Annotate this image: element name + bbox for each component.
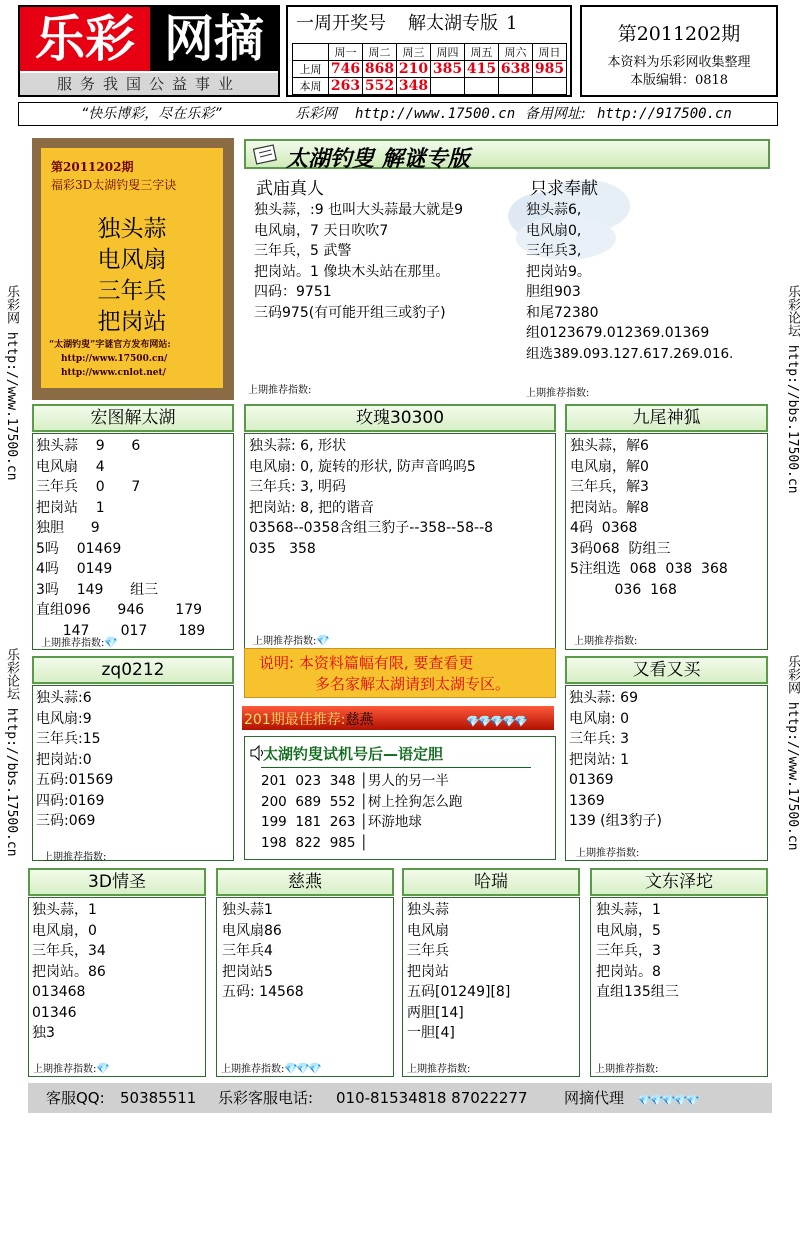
shiji-divider	[261, 767, 531, 768]
box-line: 013468	[32, 984, 86, 1000]
taihu-right-name: 只求奉献	[530, 179, 598, 199]
taihu-line: 胆组903	[526, 284, 581, 300]
shiji-row: 199 181 263 │环游地球	[261, 814, 422, 830]
box-title-jiuwei: 九尾神狐	[565, 404, 768, 432]
diamond-icon: 💎	[104, 636, 119, 649]
side-text-left-bottom: 乐彩论坛 http://bbs.17500.cn	[4, 648, 19, 857]
motto-backup-label: 备用网址:	[525, 106, 586, 122]
shiji-box	[244, 736, 556, 860]
rec-index	[41, 634, 119, 649]
rec-label: 上期推荐指数:	[576, 848, 640, 859]
taihu-line: 三码975(有可能开组三或豹子)	[254, 304, 446, 321]
shiji-row: 201 023 348 │男人的另一半	[261, 773, 449, 789]
note-box	[244, 648, 556, 698]
box-line: 把岗站 1	[36, 499, 105, 516]
shiji-nums: 198 822 985	[261, 834, 356, 851]
box-hongtu	[32, 433, 234, 650]
logo-right: 网摘	[150, 7, 278, 71]
note-line-1: 说明: 本资料篇幅有限, 要查看更	[259, 654, 474, 672]
box-wendong	[590, 897, 768, 1077]
rec-label: 上期推荐指数:	[253, 636, 317, 647]
box-line: 独3	[32, 1025, 55, 1041]
scroll-icon	[252, 143, 280, 167]
box-title-youkan: 又看又买	[565, 656, 768, 684]
draw-subtitle: 解太湖专版	[408, 13, 498, 34]
shiji-rows	[261, 771, 462, 853]
draw-number: 385	[431, 61, 465, 78]
box-title-harui: 哈瑞	[402, 868, 580, 896]
draw-number: 263	[329, 78, 363, 95]
shiji-nums: 200 689 552	[261, 793, 356, 810]
note-line-2: 多名家解太湖请到太湖专区。	[315, 675, 511, 693]
rec-label: 上期推荐指数:	[33, 1064, 97, 1075]
best-name: 慈燕	[345, 712, 374, 728]
footer-phone-label: 乐彩客服电话:	[218, 1089, 314, 1107]
weekday-row	[293, 44, 567, 61]
box-line: 三年兵，解3	[570, 479, 649, 495]
motto-site-name: 乐彩网	[295, 106, 337, 122]
box-line: 把岗站:0	[36, 751, 92, 768]
taihu-line: 独头蒜6,	[526, 202, 582, 218]
box-line: 电风扇 4	[36, 458, 105, 475]
box-line: 电风扇，0	[32, 922, 97, 939]
featured-note	[49, 338, 171, 380]
taihu-line: 独头蒜，:9 也叫大头蒜最大就是9	[254, 202, 463, 218]
featured-url-1[interactable]: http://www.17500.cn/	[61, 354, 168, 364]
taihu-right-rec: 上期推荐指数:	[526, 388, 590, 399]
box-line: 5吗 01469	[36, 540, 122, 557]
box-line: 独头蒜	[407, 902, 449, 918]
rec-label: 上期推荐指数:	[407, 1064, 471, 1075]
shiji-title: 太湖钓叟试机号后—语定胆	[263, 745, 444, 763]
taihu-line: 和尾72380	[526, 304, 599, 321]
box-line: 独头蒜: 6, 形状	[249, 438, 346, 454]
box-line: 三年兵	[407, 943, 449, 959]
taihu-line: 组选389.093.127.617.269.016.	[526, 345, 734, 362]
box-meigui	[244, 433, 556, 650]
issue-number: 第2011202期	[617, 23, 741, 45]
box-line: 139 (组3豹子)	[569, 813, 663, 829]
rec-label: 上期推荐指数:	[43, 852, 107, 863]
box-line: 三年兵:15	[36, 731, 101, 747]
motto-backup-url[interactable]: http://917500.cn	[597, 106, 732, 122]
rec-index	[253, 632, 331, 647]
side-text-right-bottom: 乐彩网 http://www.17500.cn	[785, 655, 800, 851]
box-line: 三年兵，3	[596, 943, 661, 959]
taihu-line: 三年兵，5 武警	[254, 243, 352, 259]
featured-inner	[41, 148, 223, 388]
taihu-line: 电风扇，7 天日吹吹7	[254, 222, 389, 239]
taihu-line: 电风扇0,	[526, 222, 582, 239]
box-line: 独头蒜: 69	[569, 690, 638, 706]
shiji-nums: 199 181 263	[261, 814, 356, 830]
box-line: 独胆 9	[36, 520, 100, 536]
shiji-text: 树上拴狗怎么跑	[367, 793, 463, 810]
box-line: 147 017 189	[36, 622, 206, 639]
diamond-icon: 💎	[96, 1062, 111, 1075]
box-line: 01346	[32, 1004, 77, 1021]
weekday: 周六	[499, 44, 533, 61]
draw-number: 746	[329, 61, 363, 78]
box-line: 3码068 防组三	[570, 540, 671, 557]
taihu-line: 把岗站9。	[526, 263, 591, 280]
weekday: 周五	[465, 44, 499, 61]
weekday: 周二	[363, 44, 397, 61]
draw-number	[533, 78, 567, 95]
draw-number: 210	[397, 61, 431, 78]
featured-word: 三年兵	[97, 278, 167, 304]
featured-issue: 第2011202期	[51, 160, 134, 174]
box-line: 把岗站。86	[32, 963, 106, 980]
taihu-left-lines	[254, 200, 463, 323]
box-title-qingsheng: 3D情圣	[28, 868, 206, 896]
box-zq	[32, 685, 234, 861]
box-line: 三年兵: 3	[569, 731, 630, 747]
weekday: 周四	[431, 44, 465, 61]
box-line: 电风扇，解0	[570, 458, 649, 475]
diamond-icon: 💎	[686, 1094, 700, 1107]
box-line: 电风扇:9	[36, 710, 92, 727]
draw-number: 638	[499, 61, 533, 78]
box-line: 3吗 149 组三	[36, 581, 159, 598]
box-line: 独头蒜，1	[596, 902, 661, 918]
motto-site-url[interactable]: http://www.17500.cn	[355, 106, 516, 122]
weekday: 周三	[397, 44, 431, 61]
footer-bar	[28, 1083, 772, 1113]
logo-box	[18, 5, 280, 97]
box-line: 03568--0358含组三豹子--358--58--8	[249, 520, 494, 536]
draw-table	[292, 43, 567, 95]
box-title-wendong: 文东泽坨	[590, 868, 768, 896]
box-line: 直组096 946 179	[36, 602, 203, 618]
box-line: 三年兵 0 7	[36, 479, 141, 495]
box-line: 1369	[569, 792, 605, 809]
draw-number: 415	[465, 61, 499, 78]
box-line: 把岗站5	[222, 963, 273, 980]
rec-index	[33, 1060, 111, 1075]
taihu-line: 三年兵3,	[526, 243, 582, 259]
draw-number: 985	[533, 61, 567, 78]
featured-word: 独头蒜	[97, 216, 167, 242]
box-line: 独头蒜，解6	[570, 438, 649, 454]
box-line: 一胆[4]	[407, 1025, 455, 1041]
taihu-left-name: 武庙真人	[256, 179, 324, 199]
box-line: 三年兵4	[222, 943, 273, 959]
box-line: 电风扇，5	[596, 922, 661, 939]
shiji-text: 环游地球	[367, 814, 422, 830]
diamond-icon: 💎	[662, 1094, 676, 1107]
box-line: 四码:0169	[36, 792, 105, 809]
box-line: 036 168	[570, 581, 677, 598]
rec-label: 上期推荐指数:	[41, 638, 105, 649]
box-line: 五码: 14568	[222, 984, 304, 1000]
box-line: 把岗站: 8, 把的谐音	[249, 499, 374, 516]
taihu-left-rec: 上期推荐指数:	[248, 385, 312, 396]
box-line: 电风扇	[407, 922, 449, 939]
diamond-icon: 💎	[284, 1062, 299, 1075]
diamond-icon: 💎	[502, 715, 516, 728]
slogan: 服务我国公益事业	[20, 73, 278, 95]
diamond-icon: 💎	[650, 1094, 664, 1107]
box-line: 独头蒜，1	[32, 902, 97, 918]
taihu-right-lines	[526, 200, 733, 364]
draw-results-box	[286, 5, 572, 97]
featured-subtitle: 福彩3D太湖钓叟三字诀	[51, 178, 177, 192]
box-line: 两胆[14]	[407, 1004, 464, 1021]
box-title-zq: zq0212	[32, 656, 234, 684]
rec-label: 上期推荐指数:	[595, 1064, 659, 1075]
box-line: 独头蒜:6	[36, 690, 92, 706]
footer-qq: 50385511	[120, 1089, 197, 1107]
box-line: 把岗站	[407, 963, 449, 980]
footer-rating	[638, 1084, 698, 1114]
weekday: 周一	[329, 44, 363, 61]
diamond-icon: 💎	[466, 715, 480, 728]
box-line: 独头蒜 9 6	[36, 438, 141, 454]
best-recommend-bar	[242, 706, 554, 730]
box-jiuwei	[565, 433, 768, 650]
box-line: 三年兵，34	[32, 943, 106, 959]
box-youkan	[565, 685, 768, 861]
featured-panel	[32, 138, 234, 400]
draw-number	[499, 78, 533, 95]
box-title-ciyan: 慈燕	[216, 868, 394, 896]
taihu-line: 四码：9751	[254, 284, 332, 300]
box-line: 035 358	[249, 540, 316, 557]
box-line: 把岗站: 1	[569, 751, 630, 768]
taihu-header	[244, 139, 770, 172]
best-rating	[466, 710, 526, 729]
box-line: 5注组选 068 038 368	[570, 561, 728, 577]
box-line: 把岗站。8	[596, 963, 661, 980]
diamond-icon: 💎	[308, 1062, 323, 1075]
box-line: 01369	[569, 772, 614, 788]
featured-note-title: “太湖钓叟”字谜官方发布网站:	[49, 340, 171, 350]
box-line: 电风扇: 0	[569, 710, 630, 727]
box-line: 4码 0368	[570, 520, 638, 536]
best-label: 201期最佳推荐:	[244, 712, 346, 728]
box-line: 4吗 0149	[36, 561, 113, 577]
box-line: 五码[01249][8]	[407, 984, 511, 1000]
box-line: 直组135组三	[596, 984, 679, 1000]
box-line: 独头蒜1	[222, 902, 273, 918]
box-line: 把岗站。解8	[570, 499, 649, 516]
shiji-text: 男人的另一半	[367, 773, 449, 789]
box-line: 三码:069	[36, 813, 96, 829]
footer-qq-label: 客服QQ:	[46, 1089, 105, 1107]
issue-box	[580, 5, 778, 97]
rec-index	[221, 1060, 323, 1075]
box-line: 三年兵: 3, 明码	[249, 479, 346, 495]
diamond-icon: 💎	[638, 1094, 652, 1107]
box-ciyan	[216, 897, 394, 1077]
box-line: 五码:01569	[36, 772, 114, 788]
featured-url-2[interactable]: http://www.cnlot.net/	[61, 368, 166, 378]
box-line: 电风扇: 0, 旋转的形状, 防声音呜呜5	[249, 458, 476, 475]
motto-bar	[18, 102, 778, 126]
this-week-row	[293, 78, 567, 95]
box-title-hongtu: 宏图解太湖	[32, 404, 234, 432]
box-qingsheng	[28, 897, 206, 1077]
draw-title: 一周开奖号	[296, 13, 386, 34]
shiji-row: 198 822 985 │	[261, 834, 368, 851]
featured-word: 把岗站	[97, 309, 167, 335]
diamond-icon: 💎	[490, 715, 504, 728]
taihu-line: 组0123679.012369.01369	[526, 325, 710, 341]
box-line: 电风扇86	[222, 922, 282, 939]
shiji-row: 200 689 552 │树上拴狗怎么跑	[261, 793, 463, 810]
diamond-icon: 💎	[478, 715, 492, 728]
last-week-label: 上周	[293, 61, 329, 78]
draw-number	[465, 78, 499, 95]
draw-page: 1	[506, 13, 518, 34]
footer-agent: 网摘代理	[564, 1089, 625, 1107]
weekday: 周日	[533, 44, 567, 61]
motto-quote: “快乐博彩，尽在乐彩”	[81, 106, 222, 122]
draw-number: 348	[397, 78, 431, 95]
best-recommend	[244, 709, 373, 729]
shiji-nums: 201 023 348	[261, 773, 356, 789]
draw-number	[431, 78, 465, 95]
diamond-icon: 💎	[674, 1094, 688, 1107]
diamond-icon: 💎	[296, 1062, 311, 1075]
diamond-icon: 💎	[514, 715, 528, 728]
side-text-left-top: 乐彩网 http://www.17500.cn	[4, 285, 19, 481]
draw-number: 868	[363, 61, 397, 78]
box-title-meigui: 玫瑰30300	[244, 404, 556, 432]
last-week-row	[293, 61, 567, 78]
side-text-right-top: 乐彩论坛 http://bbs.17500.cn	[785, 285, 800, 494]
issue-info: 本资料为乐彩网收集整理	[607, 55, 751, 70]
box-harui	[402, 897, 580, 1077]
taihu-line: 把岗站。1 像块木头站在那里。	[254, 263, 450, 280]
featured-word: 电风扇	[97, 247, 167, 273]
logo-left: 乐彩	[20, 7, 150, 71]
draw-number: 552	[363, 78, 397, 95]
this-week-label: 本周	[293, 78, 329, 95]
taihu-title: 太湖钓叟 解谜专版	[286, 146, 470, 172]
draw-title-row	[296, 9, 539, 35]
editor-info: 本版编辑：0818	[629, 73, 729, 88]
footer-phone: 010-81534818 87022277	[336, 1089, 528, 1107]
rec-label: 上期推荐指数:	[574, 636, 638, 647]
diamond-icon: 💎	[316, 634, 331, 647]
rec-label: 上期推荐指数:	[221, 1064, 285, 1075]
